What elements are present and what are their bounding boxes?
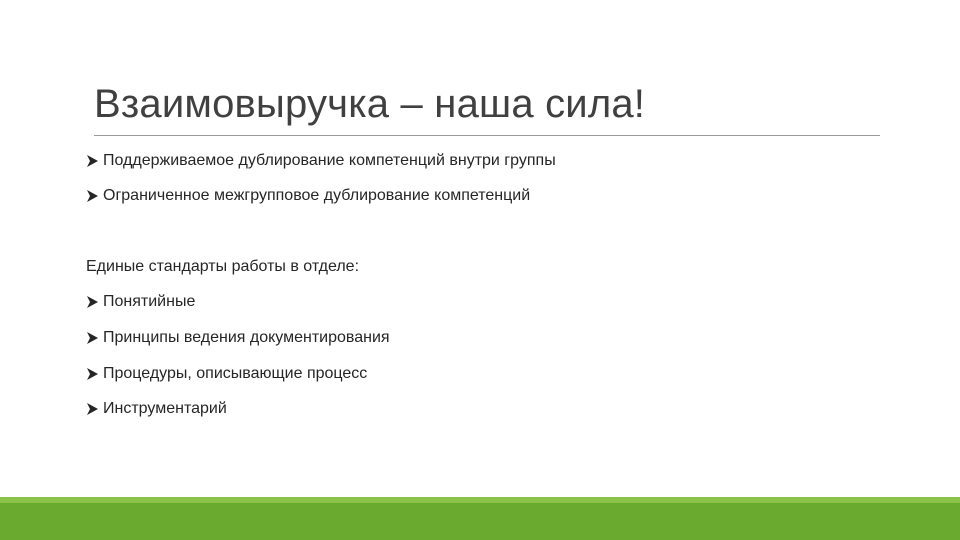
bullet-text: Инструментарий — [103, 400, 227, 417]
section-heading: Единые стандарты работы в отделе: — [86, 258, 360, 275]
arrow-bullet-icon — [86, 401, 100, 417]
bullet-text: Процедуры, описывающие процесс — [103, 365, 368, 382]
arrow-bullet-icon — [86, 188, 100, 204]
footer-accent-stripe — [0, 497, 960, 503]
slide-title: Взаимовыручка – наша сила! — [94, 82, 646, 126]
arrow-bullet-icon — [86, 366, 100, 382]
bullet-item — [86, 398, 227, 420]
bullet-text: Поддерживаемое дублирование компетенций внутри группы — [103, 152, 556, 169]
bullet-text: Понятийные — [103, 293, 196, 310]
bullet-item — [86, 291, 195, 313]
bullet-item — [86, 327, 390, 349]
bullet-item — [86, 185, 530, 207]
bullet-text: Принципы ведения документирования — [103, 329, 390, 346]
arrow-bullet-icon — [86, 294, 100, 310]
arrow-bullet-icon — [86, 153, 100, 169]
bullet-text: Ограниченное межгрупповое дублирование компетенций — [103, 187, 531, 204]
arrow-bullet-icon — [86, 330, 100, 346]
bullet-item — [86, 150, 556, 172]
footer-accent-band — [0, 497, 960, 540]
title-underline — [94, 135, 880, 136]
bullet-item — [86, 363, 367, 385]
